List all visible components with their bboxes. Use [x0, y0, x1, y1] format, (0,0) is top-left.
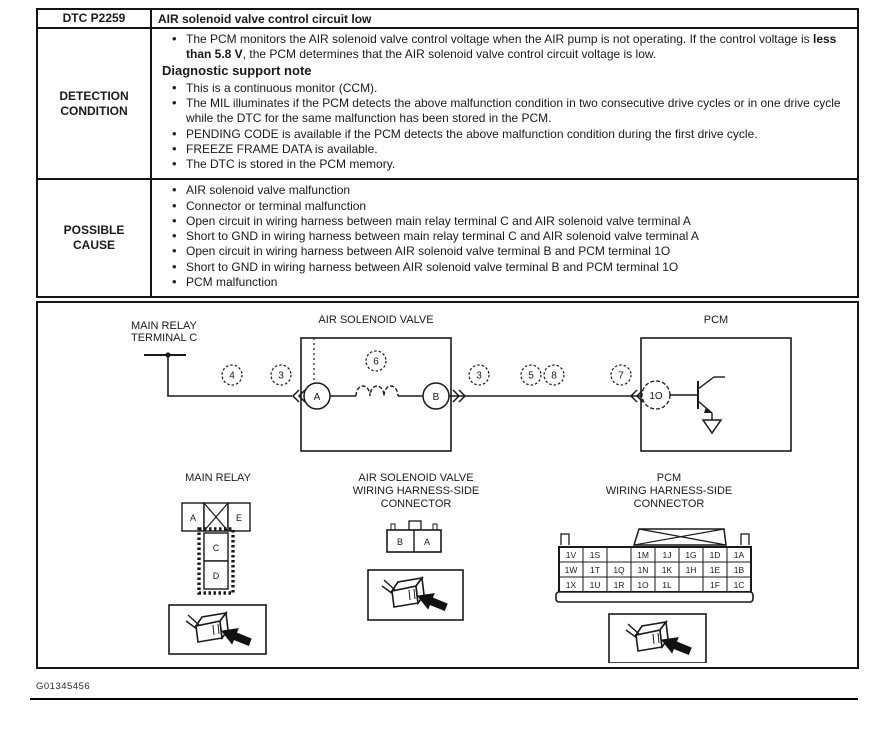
- svg-text:7: 7: [618, 370, 624, 382]
- diagnostic-note-bullets: [160, 81, 849, 172]
- bullet-item: • The MIL illuminates if the PCM detects the above malfunction condition in two consecutive drive cycles or in one drive cycle while the DTC for the same malfunction has been stored in the PCM.: [186, 96, 849, 126]
- callout-numbers: [222, 351, 631, 385]
- transistor-icon: [670, 377, 725, 420]
- connector-chevrons-left-icon: [293, 390, 305, 402]
- svg-text:B: B: [396, 537, 404, 548]
- svg-text:1Q: 1Q: [613, 565, 625, 576]
- svg-text:4: 4: [229, 370, 235, 382]
- pcm-label: PCM: [703, 314, 729, 327]
- pcm-harness-connector: [556, 472, 753, 663]
- svg-text:1R: 1R: [613, 580, 625, 591]
- dtc-title: AIR solenoid valve control circuit low: [151, 9, 858, 28]
- svg-text:3: 3: [476, 370, 482, 382]
- svg-text:CONNECTOR: CONNECTOR: [380, 498, 452, 511]
- detection-condition-row: [37, 28, 858, 179]
- svg-text:1U: 1U: [589, 580, 601, 591]
- connector-tab: [409, 521, 421, 530]
- svg-text:PCM: PCM: [656, 472, 682, 485]
- possible-cause-row: [37, 179, 858, 297]
- svg-text:WIRING HARNESS-SIDE: WIRING HARNESS-SIDE: [352, 485, 480, 498]
- svg-text:1C: 1C: [733, 580, 745, 591]
- svg-text:1N: 1N: [637, 565, 649, 576]
- svg-text:A: A: [313, 392, 321, 404]
- svg-text:6: 6: [373, 356, 379, 368]
- bottom-rule: [30, 698, 858, 700]
- svg-text:1M: 1M: [637, 550, 649, 561]
- connector-base-band: [556, 592, 753, 602]
- bullet-item: • The DTC is stored in the PCM memory.: [186, 157, 849, 172]
- bullet-item: • The PCM monitors the AIR solenoid valve control voltage when the AIR pump is not operating. If the control voltage is less than 5.8 V, the PCM determines that the AIR solenoid valve control circuit voltage is low.: [186, 32, 849, 62]
- schematic: [131, 314, 791, 451]
- svg-text:8: 8: [551, 370, 557, 382]
- bullet-item: • Open circuit in wiring harness between AIR solenoid valve terminal B and PCM terminal 1O: [186, 244, 849, 259]
- svg-text:CONNECTOR: CONNECTOR: [633, 498, 705, 511]
- main-relay-connector-title: MAIN RELAY: [185, 472, 251, 485]
- connector-tab: [741, 534, 749, 545]
- svg-text:1X: 1X: [565, 580, 577, 591]
- svg-text:A: A: [189, 513, 197, 524]
- svg-text:1S: 1S: [589, 550, 601, 561]
- bullet-item: • AIR solenoid valve malfunction: [186, 183, 849, 198]
- svg-text:1J: 1J: [662, 550, 672, 561]
- svg-text:C: C: [212, 543, 220, 554]
- bullet-item: • This is a continuous monitor (CCM).: [186, 81, 849, 96]
- possible-cause-label: POSSIBLE CAUSE: [37, 179, 151, 297]
- svg-text:1V: 1V: [565, 550, 577, 561]
- detection-condition-content: [151, 28, 858, 179]
- svg-text:1D: 1D: [709, 550, 721, 561]
- asv-harness-connector: [353, 472, 480, 620]
- svg-text:D: D: [212, 571, 220, 582]
- connector-tab: [561, 534, 569, 545]
- svg-text:1A: 1A: [733, 550, 745, 561]
- bullet-item: • Connector or terminal malfunction: [186, 199, 849, 214]
- possible-cause-bullets: [160, 183, 849, 290]
- diagnostic-note-heading: Diagnostic support note: [162, 63, 312, 79]
- svg-text:E: E: [235, 513, 243, 524]
- svg-text:B: B: [432, 392, 440, 404]
- svg-text:1W: 1W: [564, 565, 578, 576]
- dtc-code: DTC P2259: [37, 9, 151, 28]
- figure-id: G01345456: [36, 681, 91, 693]
- bullet-item: • Short to GND in wiring harness between main relay terminal C and AIR solenoid valve terminal A: [186, 229, 849, 244]
- air-solenoid-valve-label: AIR SOLENOID VALVE: [318, 314, 434, 327]
- svg-text:1K: 1K: [661, 565, 673, 576]
- svg-text:1O: 1O: [637, 580, 649, 591]
- svg-text:1G: 1G: [685, 550, 697, 561]
- bullet-item: • Open circuit in wiring harness between main relay terminal C and AIR solenoid valve terminal A: [186, 214, 849, 229]
- svg-text:3: 3: [278, 370, 284, 382]
- detection-condition-label: DETECTION CONDITION: [37, 28, 151, 179]
- dtc-table: [36, 8, 859, 298]
- bullet-item: • FREEZE FRAME DATA is available.: [186, 142, 849, 157]
- ground-icon: [703, 420, 721, 433]
- svg-text:WIRING HARNESS-SIDE: WIRING HARNESS-SIDE: [605, 485, 733, 498]
- svg-text:5: 5: [528, 370, 534, 382]
- main-relay-connector: [169, 472, 266, 654]
- svg-text:1T: 1T: [590, 565, 600, 576]
- detection-bullets: [160, 32, 849, 62]
- svg-text:1H: 1H: [685, 565, 697, 576]
- solenoid-coil-icon: [356, 386, 398, 396]
- svg-text:AIR SOLENOID VALVE: AIR SOLENOID VALVE: [358, 472, 474, 485]
- possible-cause-content: [151, 179, 858, 297]
- svg-text:TERMINAL C: TERMINAL C: [131, 332, 198, 345]
- svg-text:1L: 1L: [662, 580, 672, 591]
- wiring-diagram: [36, 301, 859, 669]
- svg-text:1O: 1O: [649, 391, 663, 403]
- bullet-item: • PENDING CODE is available if the PCM detects the above malfunction condition during the first drive cycle.: [186, 127, 849, 142]
- svg-text:1E: 1E: [709, 565, 721, 576]
- svg-text:1F: 1F: [710, 580, 720, 591]
- bullet-item: • Short to GND in wiring harness between AIR solenoid valve terminal B and PCM terminal 1O: [186, 260, 849, 275]
- svg-text:A: A: [423, 537, 431, 548]
- wiring-diagram-svg: [38, 303, 853, 663]
- svg-text:1B: 1B: [733, 565, 745, 576]
- dtc-header-row: [37, 9, 858, 28]
- bullet-item: • PCM malfunction: [186, 275, 849, 290]
- main-relay-terminal-label: MAIN RELAY: [131, 320, 197, 333]
